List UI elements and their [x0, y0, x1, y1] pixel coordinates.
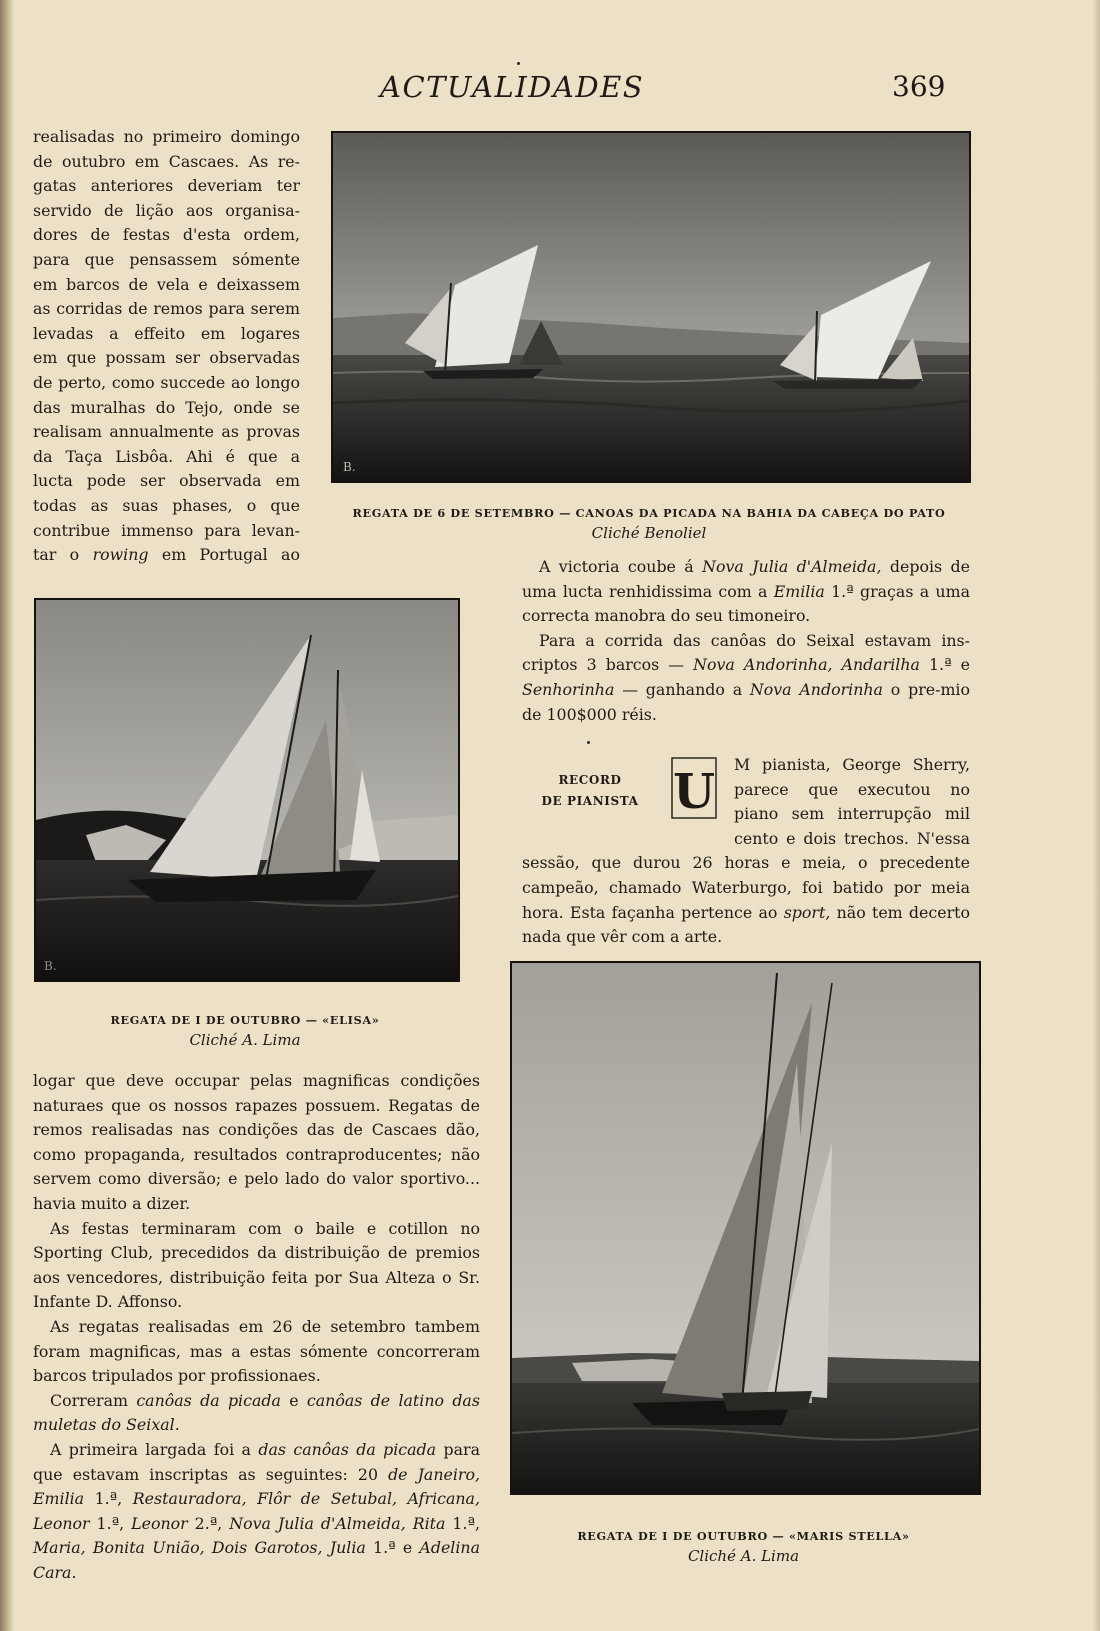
text-line: gatas anteriores deveriam ter — [33, 176, 300, 196]
record-label: RECORD — [558, 773, 622, 787]
text-wrap-space — [522, 753, 734, 827]
photo1-caption — [331, 506, 967, 542]
text-line: em barcos de vela e deixassem — [33, 274, 300, 294]
text-line: levadas a effeito em logares — [33, 323, 300, 343]
text-line: de outubro em Cascaes. As re- — [33, 151, 300, 171]
text-line: das muralhas do Tejo, onde se — [33, 397, 300, 417]
photo-maris-stella — [510, 961, 981, 1495]
svg-text:B.: B. — [44, 959, 57, 973]
right-column-middle — [522, 555, 970, 727]
page-number: 369 — [892, 70, 946, 103]
left-column-bottom — [33, 1069, 480, 1585]
dropcap-letter: U — [673, 764, 715, 820]
text-line: lucta pode ser observada em — [33, 471, 300, 491]
paragraph: A victoria coube á Nova Julia d'Almeida, depois de uma lucta renhidissima com a Emilia 1.ª graças a uma correcta manobra do seu timoneiro. — [522, 557, 971, 626]
caption-credit: Cliché A. Lima — [687, 1547, 800, 1565]
text-line: para que pensassem sómente — [33, 249, 300, 269]
page-binding-edge — [0, 0, 14, 1631]
paragraph: As regatas realisadas em 26 de setembro tambem foram magnificas, mas a estas sómente concorreram barcos tripulados por profissionaes. — [33, 1316, 480, 1386]
text-line: tar o rowing em Portugal ao — [33, 545, 300, 565]
text-line: contribue immenso para levan- — [33, 520, 300, 540]
photo3-caption — [510, 1529, 977, 1565]
caption-title: REGATA DE I DE OUTUBRO — «MARIS STELLA» — [577, 1529, 910, 1543]
page-right-shade — [1092, 0, 1100, 1631]
paragraph: Para a corrida das canôas do Seixal estavam ins-criptos 3 barcos — Nova Andorinha, Andarilha 1.ª e Senhorinha — ganhando a Nova Andorinha o pre-mio de 100$000 réis. — [522, 630, 970, 724]
photo-elisa — [34, 598, 460, 982]
caption-credit: Cliché Benoliel — [591, 524, 707, 542]
record-sublabel: DE PIANISTA — [541, 794, 639, 808]
text-line: em que possam ser observadas — [33, 348, 300, 368]
text-line: as corridas de remos para serem — [33, 299, 300, 319]
caption-credit: Cliché A. Lima — [189, 1031, 301, 1049]
caption-title: REGATA DE I DE OUTUBRO — «ELISA» — [110, 1013, 380, 1027]
caption-title: REGATA DE 6 DE SETEMBRO — CANOAS DA PICADA NA BAHIA DA CABEÇA DO PATO — [352, 506, 946, 520]
text-line: todas as suas phases, o que — [33, 495, 300, 515]
text-line: dores de festas d'esta ordem, — [33, 225, 300, 245]
left-column-top — [33, 125, 300, 568]
pianist-paragraph: M pianista, George Sherry, parece que executou no piano sem interrupção mil cento e dois trechos. N'essa sessão, que durou 26 horas e meia, o precedente campeão, chamado Waterburgo, foi batido por meia hora. Esta façanha pertence ao sport, não tem decerto nada que vêr com a arte. — [522, 755, 970, 947]
paragraph: A primeira largada foi a das canôas da picada para que estavam inscriptas as seguintes: 20 de Janeiro, Emilia 1.ª, Restauradora, Flôr de Setubal, Africana, Leonor 1.ª, Leonor 2.ª, Nova Julia d'Almeida, Rita 1.ª, Maria, Bonita União, Dois Garotos, Julia 1.ª e Adelina Cara. — [33, 1439, 480, 1582]
text-line: realisadas no primeiro domingo — [33, 127, 300, 146]
paragraph: logar que deve occupar pelas magnificas condições naturaes que os nossos rapazes possuem. Regatas de remos realisadas nas condições das de Cascaes dão, como propaganda, resultados contraproducentes; não servem como diversão; e pelo lado do valor sportivo... havia muito a dizer. — [33, 1071, 480, 1213]
header-dot — [517, 62, 520, 65]
text-line: da Taça Lisbôa. Ahi é que a — [33, 446, 300, 466]
svg-text:B.: B. — [343, 460, 356, 474]
separator-dot — [587, 741, 590, 744]
running-head: ACTUALIDADES — [380, 70, 645, 104]
text-line: de perto, como succede ao longo — [33, 372, 300, 392]
photo2-caption — [34, 1013, 456, 1049]
text-line: realisam annualmente as provas — [33, 422, 300, 442]
photo-canoas-da-picada — [331, 131, 971, 483]
text-line: servido de lição aos organisa- — [33, 200, 300, 220]
paragraph: Correram canôas da picada e canôas de latino das muletas do Seixal. — [33, 1390, 480, 1435]
paragraph: As festas terminaram com o baile e cotillon no Sporting Club, precedidos da distribuição de premios aos vencedores, distribuição feita por Sua Alteza o Sr. Infante D. Affonso. — [33, 1218, 480, 1312]
